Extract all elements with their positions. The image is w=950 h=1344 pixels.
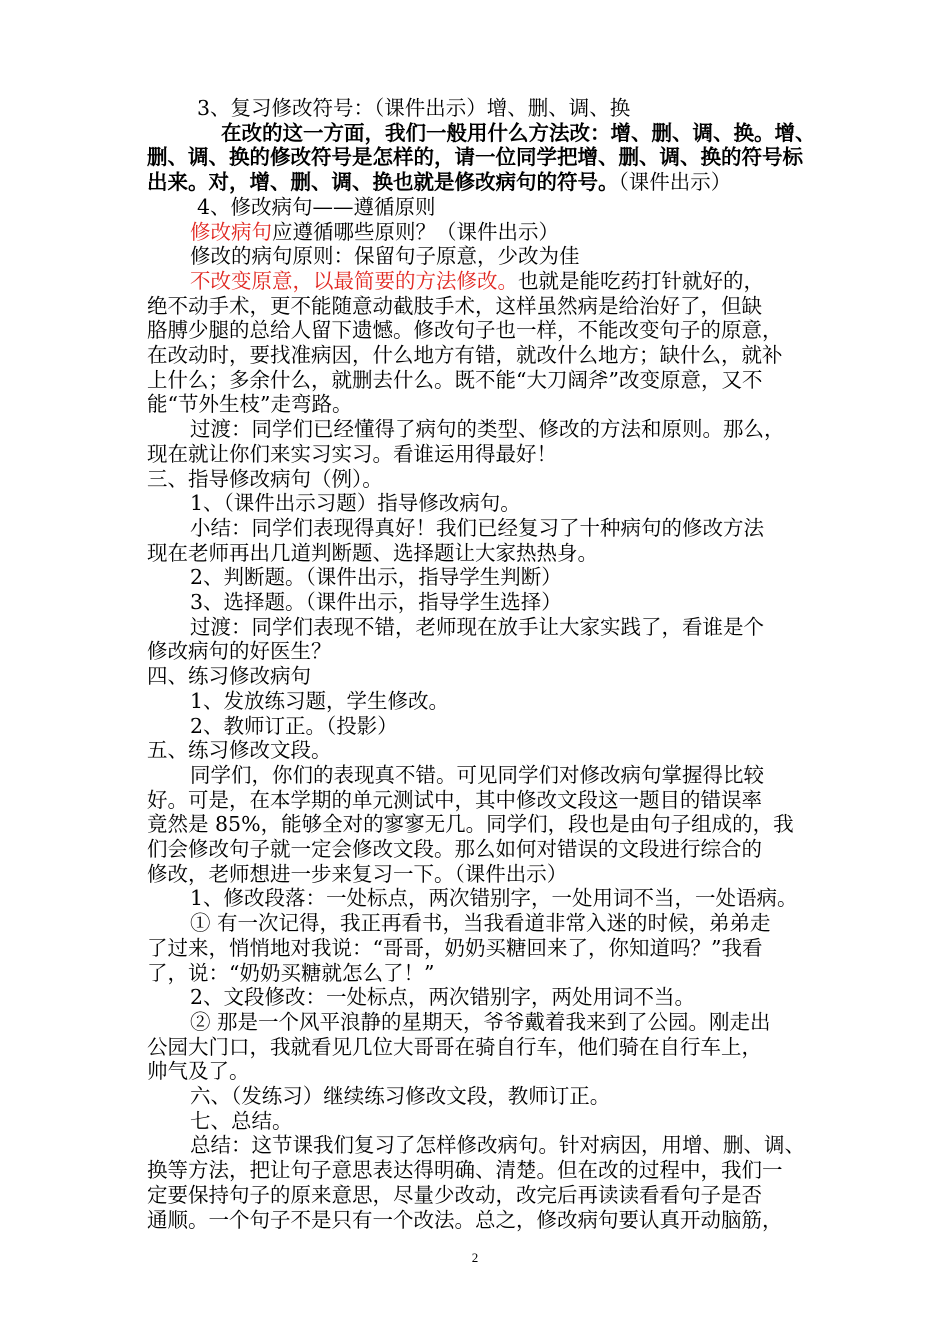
text-segment: 上什么；多余什么，就删去什么。既不能“大刀阔斧”改变原意，又不 bbox=[147, 367, 763, 392]
text-segment: 总结：这节课我们复习了怎样修改病句。针对病因，用增、删、调、 bbox=[190, 1133, 805, 1158]
text-segment: 们会修改句子就一定会修改文段。那么如何对错误的文段进行综合的 bbox=[147, 837, 762, 861]
text-segment: ② 那是一个风平浪静的星期天，爷爷戴着我来到了公园。刚走出 bbox=[190, 1009, 771, 1034]
text-segment: 修改，老师想进一步来复习一下。（课件出示） bbox=[147, 861, 568, 886]
text-segment: 定要保持句子的原来意思，尽量少改动，改完后再读读看看句子是否 bbox=[147, 1182, 762, 1207]
text-segment: 删、调、换的修改符号是怎样的，请一位同学把增、删、调、换的符号标 bbox=[147, 145, 803, 170]
text-segment: 在改动时，要找准病因，什么地方有错，就改什么地方；缺什么，就补 bbox=[147, 343, 783, 367]
text-segment: 公园大门口，我就看见几位大哥哥在骑自行车，他们骑在自行车上， bbox=[147, 1034, 762, 1059]
text-segment: 3、选择题。（课件出示，指导学生选择） bbox=[190, 590, 562, 614]
text-segment: 绝不动手术，更不能随意动截肢手术，这样虽然病是给治好了，但缺 bbox=[147, 293, 762, 318]
text-segment: 修改病句 bbox=[190, 219, 272, 244]
text-segment: 1、修改段落：一处标点，两次错别字，一处用词不当，一处语病。 bbox=[190, 886, 798, 911]
text-segment: 2、判断题。（课件出示，指导学生判断） bbox=[190, 565, 562, 590]
text-segment: 同学们，你们的表现真不错。可见同学们对修改病句掌握得比较 bbox=[190, 762, 764, 787]
text-segment: 通顺。一个句子不是只有一个改法。总之，修改病句要认真开动脑筋， bbox=[147, 1207, 783, 1232]
text-segment: 小结：同学们表现得真好！我们已经复习了十种病句的修改方法 bbox=[190, 515, 764, 540]
text-segment: 修改病句的好医生？ bbox=[147, 639, 332, 664]
text-segment: 能“节外生枝”走弯路。 bbox=[147, 392, 353, 417]
text-segment: 五、练习修改文段。 bbox=[147, 738, 332, 763]
text-segment: 四、练习修改病句 bbox=[147, 664, 311, 689]
text-segment: 出来。对，增、删、调、换也就是修改病句的符号。 bbox=[147, 170, 619, 195]
text-segment: 现在就让你们来实习实习。看谁运用得最好！ bbox=[147, 441, 557, 466]
text-segment: 换等方法，把让句子意思表达得明确、清楚。但在改的过程中，我们一 bbox=[147, 1158, 783, 1183]
text-segment: 2、文段修改：一处标点，两次错别字，两处用词不当。 bbox=[190, 985, 696, 1010]
text-segment: 1、（课件出示习题）指导修改病句。 bbox=[190, 491, 521, 516]
text-segment: 好。可是，在本学期的单元测试中，其中修改文段这一题目的错误率 bbox=[147, 787, 762, 812]
text-segment: 了，说：“奶奶买糖就怎么了！” bbox=[147, 960, 435, 985]
text-segment: 1、发放练习题，学生修改。 bbox=[190, 688, 450, 713]
text-segment: 修改的病句原则：保留句子原意，少改为佳 bbox=[190, 244, 580, 269]
text-segment: 了过来，悄悄地对我说：“哥哥，奶奶买糖回来了，你知道吗？”我看 bbox=[147, 935, 763, 960]
text-segment: 过渡：同学们已经懂得了病句的类型、修改的方法和原则。那么， bbox=[190, 417, 785, 442]
text-segment: 六、（发练习）继续练习修改文段，教师订正。 bbox=[190, 1084, 611, 1108]
text-segment: 胳膊少腿的总给人留下遗憾。修改句子也一样，不能改变句子的原意， bbox=[147, 318, 783, 343]
text-segment: 现在老师再出几道判断题、选择题让大家热热身。 bbox=[147, 540, 598, 565]
text-segment: （课件出示） bbox=[618, 170, 732, 195]
text-segment: 过渡：同学们表现不错，老师现在放手让大家实践了，看谁是个 bbox=[190, 614, 764, 639]
text-segment: 3、复习修改符号：（课件出示）增、删、调、换 bbox=[197, 96, 631, 120]
text-segment: ① 有一次记得，我正再看书，当我看道非常入迷的时候，弟弟走 bbox=[190, 911, 771, 936]
text-segment: 七、总结。 bbox=[190, 1108, 293, 1133]
page-number: 2 bbox=[471, 1250, 479, 1265]
text-segment: 2、教师订正。（投影） bbox=[190, 713, 398, 738]
text-line bbox=[147, 1205, 783, 1235]
text-segment: 三、指导修改病句（例）。 bbox=[147, 466, 383, 491]
text-segment: 4、修改病句——遵循原则 bbox=[197, 194, 436, 219]
text-segment: 帅气及了。 bbox=[147, 1059, 250, 1084]
text-segment: 也就是能吃药打针就好的， bbox=[518, 268, 764, 293]
text-segment: 竟然是 85%，能够全对的寥寥无几。同学们，段也是由句子组成的，我 bbox=[147, 812, 794, 837]
text-segment: 不改变原意，以最简要的方法修改。 bbox=[190, 268, 518, 293]
text-segment: 在改的这一方面，我们一般用什么方法改：增、删、调、换。增、 bbox=[221, 120, 816, 145]
text-segment: 应遵循哪些原则？（课件出示） bbox=[272, 219, 559, 244]
